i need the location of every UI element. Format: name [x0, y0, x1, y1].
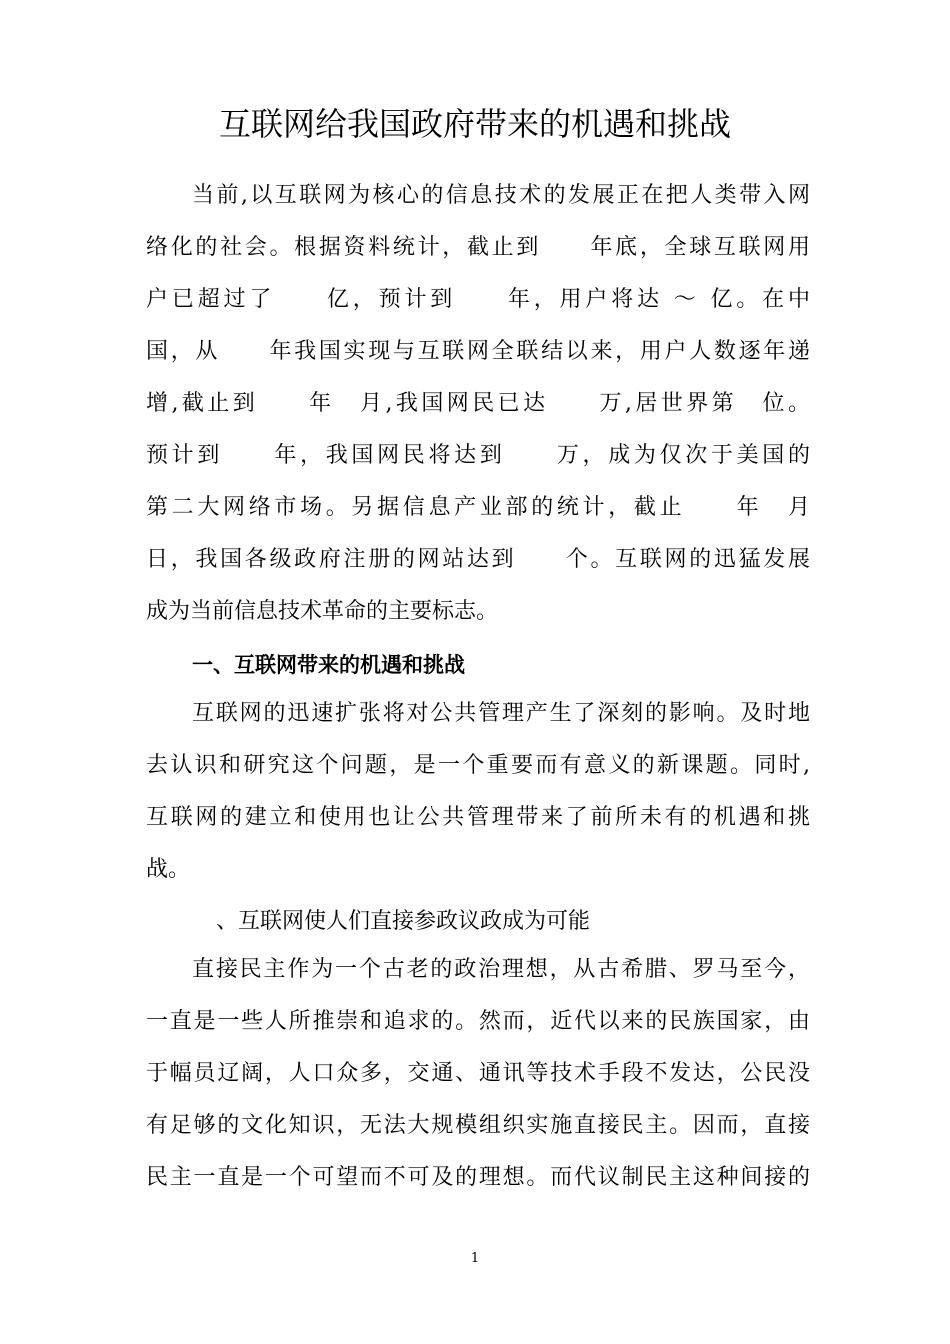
paragraph-line: 有足够的文化知识，无法大规模组织实施直接民主。因而，直接: [146, 1113, 810, 1138]
paragraph-line: 预计到 年，我国网民将达到 万，成为仅次于美国的: [146, 443, 810, 468]
paragraph-line: 一直是一些人所推崇和追求的。然而，近代以来的民族国家，由: [146, 1009, 810, 1034]
paragraph-line: 互联网的迅速扩张将对公共管理产生了深刻的影响。及时地: [192, 701, 810, 726]
paragraph-line: 增,截止到 年 月,我国网民已达 万,居世界第 位。: [146, 391, 810, 416]
document-title: 互联网给我国政府带来的机遇和挑战: [218, 105, 731, 143]
paragraph-line: 互联网的建立和使用也让公共管理带来了前所未有的机遇和挑: [146, 805, 810, 830]
paragraph-line: 于幅员辽阔，人口众多，交通、通讯等技术手段不发达，公民没: [146, 1061, 810, 1086]
page-number: 1: [470, 1251, 480, 1266]
paragraph-line: 络化的社会。根据资料统计，截止到 年底，全球互联网用: [146, 235, 810, 260]
paragraph-line: 第二大网络市场。另据信息产业部的统计，截止 年 月: [146, 495, 810, 520]
section-heading: 一、互联网带来的机遇和挑战: [192, 653, 465, 677]
paragraph-line: 国，从 年我国实现与互联网全联结以来，用户人数逐年递: [146, 339, 810, 364]
paragraph-line: 户已超过了 亿，预计到 年，用户将达 ～ 亿。在中: [146, 287, 810, 312]
paragraph-line: 当前,以互联网为核心的信息技术的发展正在把人类带入网: [192, 183, 810, 208]
paragraph-line: 日，我国各级政府注册的网站达到 个。互联网的迅猛发展: [146, 547, 810, 572]
subsection-heading: 、互联网使人们直接参政议政成为可能: [216, 909, 591, 934]
paragraph-line: 去认识和研究这个问题，是一个重要而有意义的新课题。同时,: [146, 753, 810, 778]
paragraph-line: 民主一直是一个可望而不可及的理想。而代议制民主这种间接的: [146, 1165, 810, 1190]
paragraph-line: 成为当前信息技术革命的主要标志。: [146, 599, 499, 624]
paragraph-line: 直接民主作为一个古老的政治理想，从古希腊、罗马至今，: [192, 957, 810, 982]
paragraph-line: 战。: [146, 857, 191, 882]
